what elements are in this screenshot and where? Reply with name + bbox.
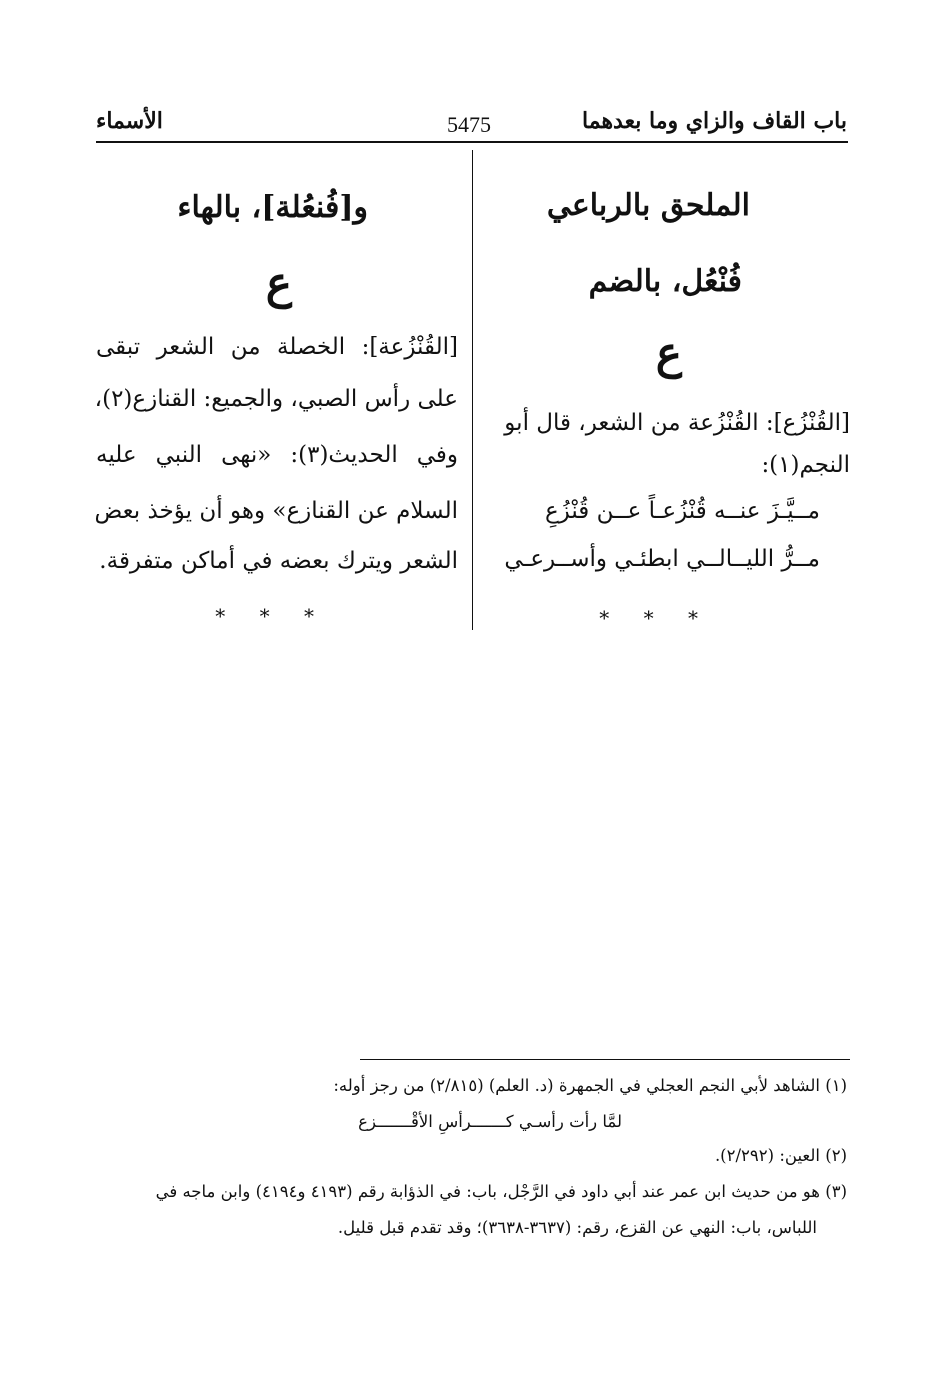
entry-line-2: النجم(١): xyxy=(761,452,850,478)
footnote-rule xyxy=(360,1059,850,1060)
section-separator: * * * xyxy=(215,604,328,628)
running-header-chapter: باب القاف والزاي وما بعدهما xyxy=(582,108,847,134)
entry-line-2: على رأس الصبي، والجميع: القنازع(٢)، xyxy=(94,386,458,412)
entry-line-1: [القُنْزُع]: القُنْزُعة من الشعر، قال أبو xyxy=(504,410,850,436)
column-divider xyxy=(472,150,473,630)
verse-line-2: مــرُّ الليــالــي ابطئـي وأســرعـي xyxy=(504,546,820,572)
section-separator: * * * xyxy=(599,606,712,630)
entry-line-3: وفي الحديث(٣): «نهى النبي عليه xyxy=(96,442,458,468)
entry-line-4: السلام عن القنازع» وهو أن يؤخذ بعض xyxy=(94,498,458,524)
entry-line-5: الشعر ويترك بعضه في أماكن متفرقة. xyxy=(99,548,458,574)
section-title: الملحق بالرباعي xyxy=(546,188,750,223)
footnote-3-line-1: (٣) هو من حديث ابن عمر عند أبي داود في الرَّجْل، باب: في الذؤابة رقم (٤١٩٣ و٤١٩٤) وابن ماجه في xyxy=(155,1182,847,1201)
pattern-heading: فُنْعُل، بالضم xyxy=(588,264,742,299)
footnote-2: (٢) العين: (٢/٢٩٢). xyxy=(714,1146,847,1165)
page-number: 5475 xyxy=(447,112,491,137)
footnote-3-line-2: اللباس، باب: النهي عن القزع، رقم: (٣٦٣٧-٣٦٣٨)؛ وقد تقدم قبل قليل. xyxy=(337,1218,817,1237)
running-header-section: الأسماء xyxy=(96,108,163,134)
verse-line-1: مــيَّـزَ عنــه قُنْزُعـاً عــن قُنْزُعِ xyxy=(544,498,820,524)
root-marker: ع xyxy=(265,258,292,309)
entry-line-1: [القُنْزُعة]: الخصلة من الشعر تبقى xyxy=(96,334,458,360)
subsection-title: و[فُنعُلة]، بالهاء xyxy=(177,190,368,225)
footnote-1: (١) الشاهد لأبي النجم العجلي في الجمهرة (د. العلم) (٢/٨١٥) من رجز أوله: xyxy=(333,1076,847,1095)
footnote-1-verse: لمَّا رأت رأسـي كـــــــرأسِ الأقْـــــــزع xyxy=(358,1112,622,1131)
header-rule xyxy=(96,141,848,143)
root-marker: ع xyxy=(655,328,682,379)
